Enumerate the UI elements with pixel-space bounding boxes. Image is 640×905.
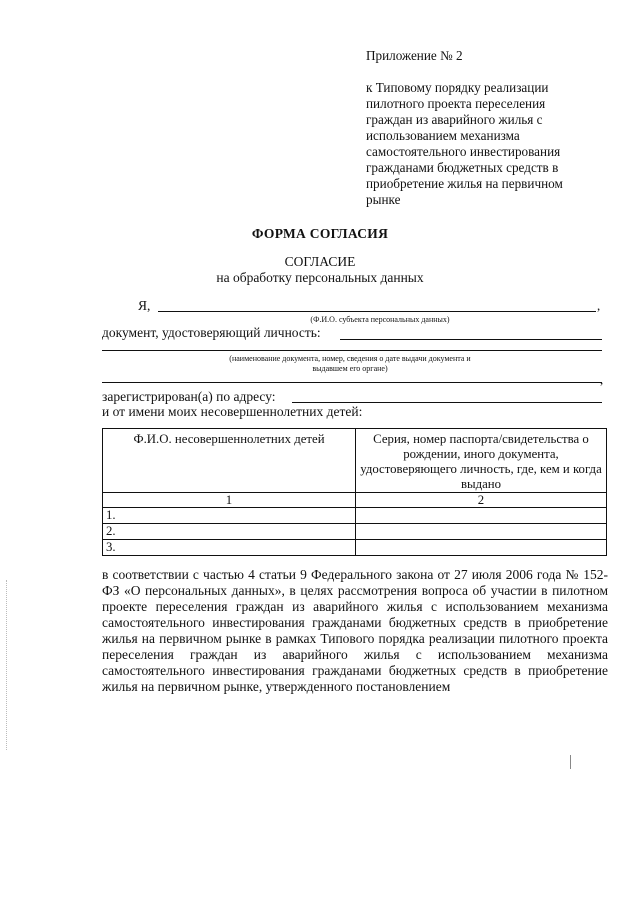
children-table (102, 428, 607, 556)
document-field-line-2[interactable] (102, 350, 602, 351)
appendix-line: пилотного проекта переселения (366, 96, 546, 111)
appendix-line: приобретение жилья на первичном (366, 176, 563, 191)
document-caption-line: (наименование документа, номер, сведения о дате выдачи документа и (229, 354, 471, 363)
table-row (103, 540, 607, 556)
appendix-line: к Типовому порядку реализации (366, 80, 549, 95)
appendix-line: использованием механизма (366, 128, 520, 143)
scan-mark (570, 755, 571, 769)
address-field-line[interactable] (292, 402, 602, 403)
table-row-number[interactable]: 3. (103, 540, 356, 556)
children-label: и от имени моих несовершеннолетних детей: (102, 404, 363, 419)
table-header-row (103, 429, 607, 493)
document-caption (130, 354, 570, 374)
table-row-number[interactable]: 1. (103, 508, 356, 524)
document-field-line-3[interactable] (102, 382, 602, 383)
document-caption-line: выдавшем его органе) (312, 364, 388, 373)
table-row-number[interactable]: 2. (103, 524, 356, 540)
table-col-number: 1 (103, 493, 356, 508)
comma-mark: , (597, 298, 601, 313)
ya-label: Я, (138, 298, 151, 313)
form-title: ФОРМА СОГЛАСИЯ (251, 226, 389, 241)
scan-margin-dots (6, 580, 9, 750)
table-cell[interactable] (356, 524, 607, 540)
appendix-line: граждан из аварийного жилья с (366, 112, 543, 127)
table-row (103, 508, 607, 524)
consent-body-text: в соответствии с частью 4 статьи 9 Федерального закона от 27 июля 2006 года № 152-ФЗ «О персональных данных», в целях рассмотрения вопроса об участии в пилотном проекте переселения граждан из аварийного жилья с использованием механизма самостоятельного инвестирования гражданами бюджетных средств в приобретение жилья на первичном рынке в рамках Типового порядка реализации пилотного проекта переселения граждан из аварийного жилья с использованием механизма самостоятельного инвестирования гражданами бюджетных средств в приобретение жилья на первичном рынке, утвержденного постановлением (102, 567, 608, 694)
appendix-number: Приложение № 2 (366, 48, 463, 63)
table-number-row (103, 493, 607, 508)
fio-field-line[interactable] (158, 311, 596, 312)
consent-title: СОГЛАСИЕ (284, 254, 356, 269)
document-label: документ, удостоверяющий личность: (102, 325, 321, 340)
table-cell[interactable] (356, 540, 607, 556)
appendix-block (366, 48, 616, 208)
appendix-line: гражданами бюджетных средств в (366, 160, 559, 175)
consent-subtitle: на обработку персональных данных (216, 270, 424, 285)
document-field-line[interactable] (340, 339, 602, 340)
appendix-line: рынке (366, 192, 401, 207)
table-cell[interactable] (356, 508, 607, 524)
fio-caption: (Ф.И.О. субъекта персональных данных) (310, 315, 450, 324)
table-col-number: 2 (356, 493, 607, 508)
table-header-cell: Ф.И.О. несовершеннолетних детей (103, 429, 356, 493)
table-row (103, 524, 607, 540)
table-header-cell: Серия, номер паспорта/свидетельства о рождении, иного документа, удостоверяющего личность, где, кем и когда выдано (356, 429, 607, 493)
address-label: зарегистрирован(а) по адресу: (102, 389, 276, 404)
appendix-line: самостоятельного инвестирования (366, 144, 561, 159)
comma-mark: , (600, 372, 604, 387)
